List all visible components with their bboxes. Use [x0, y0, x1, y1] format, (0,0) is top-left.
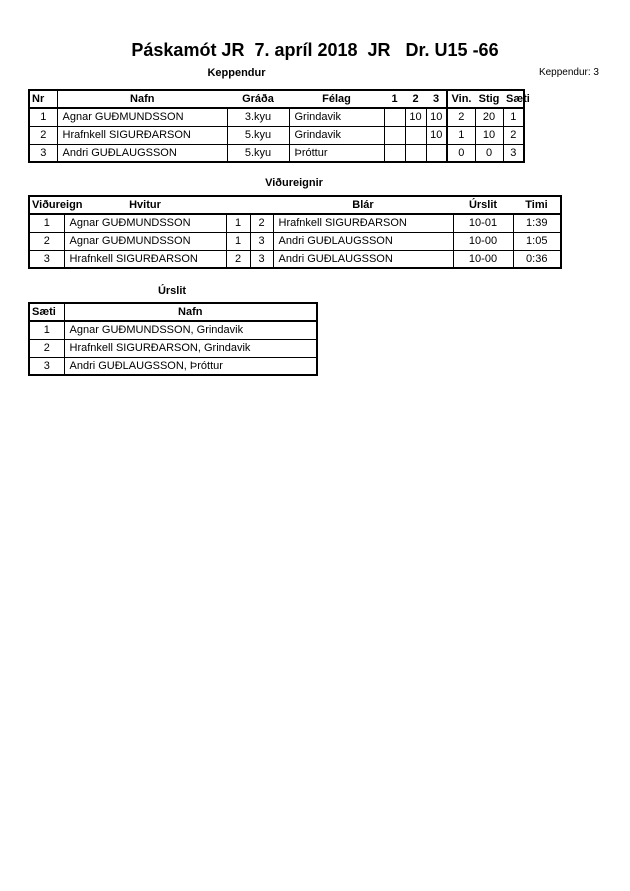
- header-timi: Timi: [513, 196, 561, 214]
- cell-grada: 5.kyu: [227, 126, 289, 144]
- keppendur-table: [28, 89, 530, 163]
- header-grada: Gráða: [227, 90, 289, 108]
- header-round1: 1: [384, 90, 405, 108]
- cell-nafn: Andri GUÐLAUGSSON: [57, 144, 227, 162]
- cell-hvitur: Hrafnkell SIGURÐARSON: [64, 250, 226, 268]
- cell-nafn: Agnar GUÐMUNDSSON: [57, 108, 227, 126]
- cell-nafn: Agnar GUÐMUNDSSON, Grindavik: [64, 321, 317, 339]
- header-vidureign: Viðureign: [29, 196, 64, 214]
- cell-felag: Þróttur: [289, 144, 384, 162]
- header-urslit: Úrslit: [453, 196, 513, 214]
- cell-urslit: 10-00: [453, 250, 513, 268]
- cell-vidureign-nr: 3: [29, 250, 64, 268]
- urslit-header-row: [29, 303, 317, 321]
- urslit-table: [28, 302, 318, 376]
- competitor-count-label: Keppendur: 3: [538, 67, 599, 78]
- cell-round2: 10: [405, 108, 426, 126]
- cell-round2: [405, 144, 426, 162]
- cell-round1: [384, 126, 405, 144]
- cell-urslit: 10-01: [453, 214, 513, 232]
- cell-vin: 2: [447, 108, 475, 126]
- header-hvitur: Hvitur: [64, 196, 226, 214]
- cell-grada: 3.kyu: [227, 108, 289, 126]
- cell-round3: [426, 144, 447, 162]
- cell-vidureign-nr: 2: [29, 232, 64, 250]
- header-round3: 3: [426, 90, 447, 108]
- cell-saeti: 3: [29, 357, 64, 375]
- cell-round3: 10: [426, 126, 447, 144]
- cell-blar: Hrafnkell SIGURÐARSON: [273, 214, 453, 232]
- cell-vin: 1: [447, 126, 475, 144]
- cell-round1: [384, 144, 405, 162]
- cell-stig: 0: [475, 144, 503, 162]
- cell-urslit: 10-00: [453, 232, 513, 250]
- cell-round2: [405, 126, 426, 144]
- table-row: [29, 232, 561, 250]
- vidureignir-section-title: Viðureignir: [265, 177, 323, 189]
- header-hvitur-nr: [226, 196, 250, 214]
- header-vin: Vin.: [447, 90, 475, 108]
- cell-stig: 20: [475, 108, 503, 126]
- cell-blar: Andri GUÐLAUGSSON: [273, 250, 453, 268]
- header-nr: Nr: [29, 90, 57, 108]
- cell-nr: 2: [29, 126, 57, 144]
- header-saeti: Sæti: [503, 90, 524, 108]
- cell-blar: Andri GUÐLAUGSSON: [273, 232, 453, 250]
- cell-felag: Grindavik: [289, 108, 384, 126]
- cell-saeti: 3: [503, 144, 524, 162]
- cell-grada: 5.kyu: [227, 144, 289, 162]
- table-row: [29, 357, 317, 375]
- vidureignir-table: [28, 195, 562, 269]
- header-nafn: Nafn: [57, 90, 227, 108]
- vidureignir-header-row: [29, 196, 561, 214]
- table-row: [29, 126, 524, 144]
- table-row: [29, 250, 561, 268]
- cell-hvitur-nr: 2: [226, 250, 250, 268]
- keppendur-header-row: [29, 90, 524, 108]
- header-nafn: Nafn: [64, 303, 317, 321]
- cell-saeti: 2: [29, 339, 64, 357]
- table-row: [29, 144, 524, 162]
- cell-blar-nr: 3: [250, 232, 273, 250]
- table-row: [29, 214, 561, 232]
- cell-blar-nr: 3: [250, 250, 273, 268]
- cell-hvitur: Agnar GUÐMUNDSSON: [64, 214, 226, 232]
- table-row: [29, 108, 524, 126]
- urslit-section-title: Úrslit: [157, 285, 187, 297]
- cell-timi: 1:39: [513, 214, 561, 232]
- cell-saeti: 2: [503, 126, 524, 144]
- cell-nafn: Andri GUÐLAUGSSON, Þróttur: [64, 357, 317, 375]
- cell-stig: 10: [475, 126, 503, 144]
- cell-hvitur-nr: 1: [226, 214, 250, 232]
- cell-felag: Grindavik: [289, 126, 384, 144]
- table-row: [29, 339, 317, 357]
- cell-nafn: Hrafnkell SIGURÐARSON: [57, 126, 227, 144]
- header-saeti: Sæti: [29, 303, 64, 321]
- page-title: Páskamót JR 7. apríl 2018 JR Dr. U15 -66: [131, 40, 499, 60]
- cell-timi: 0:36: [513, 250, 561, 268]
- cell-round3: 10: [426, 108, 447, 126]
- cell-nafn: Hrafnkell SIGURÐARSON, Grindavik: [64, 339, 317, 357]
- cell-vin: 0: [447, 144, 475, 162]
- keppendur-section-title: Keppendur: [207, 67, 266, 79]
- cell-vidureign-nr: 1: [29, 214, 64, 232]
- header-blar: Blár: [273, 196, 453, 214]
- header-stig: Stig: [475, 90, 503, 108]
- header-blar-nr: [250, 196, 273, 214]
- header-round2: 2: [405, 90, 426, 108]
- cell-saeti: 1: [29, 321, 64, 339]
- cell-blar-nr: 2: [250, 214, 273, 232]
- cell-timi: 1:05: [513, 232, 561, 250]
- header-felag: Félag: [289, 90, 384, 108]
- cell-nr: 1: [29, 108, 57, 126]
- table-row: [29, 321, 317, 339]
- cell-round1: [384, 108, 405, 126]
- cell-saeti: 1: [503, 108, 524, 126]
- cell-hvitur: Agnar GUÐMUNDSSON: [64, 232, 226, 250]
- cell-nr: 3: [29, 144, 57, 162]
- cell-hvitur-nr: 1: [226, 232, 250, 250]
